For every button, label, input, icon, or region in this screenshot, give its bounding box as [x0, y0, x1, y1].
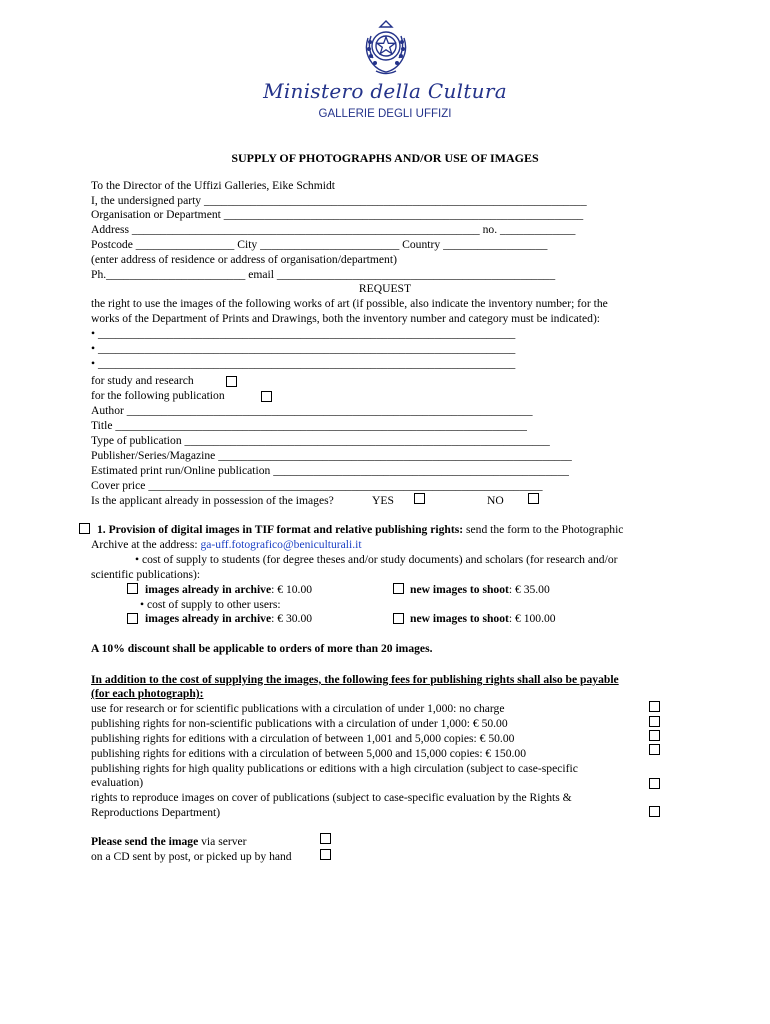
students-line-1: • cost of supply to students (for degree theses and/or study documents) and scholars (for research and/or — [135, 553, 618, 566]
fee-item-5: publishing rights for high quality publications or editions with a high circulation (subject to case-specific — [91, 762, 578, 775]
publisher-field[interactable]: _____________________________________________________________ — [218, 449, 572, 462]
phone-field[interactable]: ________________________ — [106, 268, 246, 281]
archive-prefix: Archive at the address: — [91, 538, 201, 551]
author-field[interactable]: ______________________________________________________________________ — [126, 404, 533, 417]
country-label: Country — [402, 238, 441, 251]
archive-email-link[interactable]: ga-uff.fotografico@beniculturali.it — [200, 538, 362, 551]
fee-item-4: publishing rights for editions with a circulation of between 5,000 and 15,000 copies: € 150.00 — [91, 747, 527, 760]
organisation-field[interactable]: ______________________________________________________________ — [223, 208, 584, 221]
page-title: SUPPLY OF PHOTOGRAPHS AND/OR USE OF IMAGES — [231, 151, 539, 165]
postcode-row — [91, 238, 547, 252]
archive-label: images already in archive — [145, 583, 272, 596]
city-label: City — [237, 238, 258, 251]
publisher-row — [91, 449, 572, 463]
delivery-server-option — [91, 835, 247, 849]
fee-checkbox-3[interactable] — [649, 730, 660, 741]
bullet: • — [91, 327, 96, 340]
artwork-field-2[interactable]: ________________________________________________________________________ — [97, 342, 516, 355]
shoot-price: : € 35.00 — [508, 583, 550, 596]
shoot-label: new images to shoot — [410, 583, 509, 596]
publication-label: for the following publication — [91, 389, 225, 402]
artwork-row-2 — [91, 342, 515, 356]
publication-checkbox[interactable] — [261, 391, 272, 402]
fee-item-3: publishing rights for editions with a circulation of between 1,001 and 5,000 copies: € 50.00 — [91, 732, 515, 745]
fees-heading-2: (for each photograph): — [91, 687, 204, 700]
bullet: • — [91, 357, 96, 370]
address-field[interactable]: ____________________________________________________________ — [131, 223, 480, 236]
undersigned-field[interactable]: __________________________________________________________________ — [204, 194, 587, 207]
request-heading: REQUEST — [358, 282, 412, 295]
undersigned-row — [91, 194, 587, 208]
author-row — [91, 404, 533, 418]
contact-row — [91, 268, 555, 282]
type-row — [91, 434, 550, 448]
title-field[interactable]: _______________________________________________________________________ — [115, 419, 527, 432]
number-field[interactable]: _____________ — [500, 223, 576, 236]
possession-question: Is the applicant already in possession of the images? — [91, 494, 334, 507]
fee-item-6: rights to reproduce images on cover of publications (subject to case-specific evaluation by the Rights & — [91, 791, 572, 804]
type-label: Type of publication — [91, 434, 182, 447]
students-shoot-option — [410, 583, 550, 597]
artwork-field-1[interactable]: ________________________________________________________________________ — [97, 327, 516, 340]
organisation-row — [91, 208, 583, 222]
discount-note: A 10% discount shall be applicable to orders of more than 20 images. — [91, 642, 433, 655]
postcode-label: Postcode — [91, 238, 133, 251]
director-line: To the Director of the Uffizi Galleries, Eike Schmidt — [91, 179, 335, 192]
others-archive-option — [145, 612, 312, 626]
undersigned-label: I, the undersigned party — [91, 194, 202, 207]
no-checkbox[interactable] — [528, 493, 539, 504]
email-field[interactable]: ________________________________________________ — [276, 268, 556, 281]
gallery-name: GALLERIE DEGLI UFFIZI — [318, 108, 452, 120]
cover-price-field[interactable]: ____________________________________________________________________ — [148, 479, 543, 492]
students-archive-checkbox[interactable] — [127, 583, 138, 594]
artwork-row-3 — [91, 357, 515, 371]
yes-checkbox[interactable] — [414, 493, 425, 504]
title-label: Title — [91, 419, 113, 432]
fee-item-6-cont: Reproductions Department) — [91, 806, 221, 819]
fee-item-5-cont: evaluation) — [91, 776, 144, 789]
others-archive-checkbox[interactable] — [127, 613, 138, 624]
cd-checkbox[interactable] — [320, 849, 331, 860]
print-run-row — [91, 464, 569, 478]
bullet: • — [91, 342, 96, 355]
shoot-label: new images to shoot — [410, 612, 509, 625]
phone-label: Ph. — [91, 268, 107, 281]
author-label: Author — [91, 404, 124, 417]
others-shoot-option — [410, 612, 556, 626]
email-label: email — [248, 268, 274, 281]
fee-checkbox-2[interactable] — [649, 716, 660, 727]
archive-address — [91, 538, 362, 552]
address-row — [91, 223, 575, 237]
students-line-2: scientific publications): — [91, 568, 201, 581]
yes-label: YES — [372, 494, 394, 507]
organisation-label: Organisation or Department — [91, 208, 221, 221]
print-run-field[interactable]: ___________________________________________________ — [273, 464, 569, 477]
study-label: for study and research — [91, 374, 194, 387]
publisher-label: Publisher/Series/Magazine — [91, 449, 216, 462]
title-row — [91, 419, 527, 433]
postcode-field[interactable]: _________________ — [135, 238, 235, 251]
via-server-label: via server — [198, 835, 247, 848]
archive-label: images already in archive — [145, 612, 272, 625]
artwork-row-1 — [91, 327, 515, 341]
fee-checkbox-5[interactable] — [649, 778, 660, 789]
type-field[interactable]: _______________________________________________________________ — [184, 434, 550, 447]
students-shoot-checkbox[interactable] — [393, 583, 404, 594]
country-field[interactable]: __________________ — [443, 238, 548, 251]
address-label: Address — [91, 223, 129, 236]
republic-emblem-icon — [358, 16, 414, 78]
city-field[interactable]: ________________________ — [260, 238, 400, 251]
please-send-label: Please send the image — [91, 835, 199, 848]
fee-checkbox-4[interactable] — [649, 744, 660, 755]
artwork-field-3[interactable]: ________________________________________________________________________ — [97, 357, 516, 370]
fee-item-2: publishing rights for non-scientific publications with a circulation of under 1,000: € 50.00 — [91, 717, 508, 730]
fee-checkbox-6[interactable] — [649, 806, 660, 817]
no-label: NO — [487, 494, 504, 507]
cover-price-label: Cover price — [91, 479, 146, 492]
address-note: (enter address of residence or address of organisation/department) — [91, 253, 397, 266]
provision-heading-rest: send the form to the Photographic — [463, 523, 624, 536]
provision-heading — [97, 523, 623, 537]
ministry-name: Ministero della Cultura — [263, 79, 507, 103]
request-text-2: works of the Department of Prints and Drawings, both the inventory number and category must be indicated): — [91, 312, 601, 325]
number-label: no. — [482, 223, 498, 236]
provision-checkbox[interactable] — [79, 523, 90, 534]
archive-price: : € 10.00 — [271, 583, 313, 596]
server-checkbox[interactable] — [320, 833, 331, 844]
others-line: • cost of supply to other users: — [140, 598, 281, 611]
request-text-1: the right to use the images of the following works of art (if possible, also indicate the inventory number; for the — [91, 297, 608, 310]
print-run-label: Estimated print run/Online publication — [91, 464, 271, 477]
others-shoot-checkbox[interactable] — [393, 613, 404, 624]
fee-item-1: use for research or for scientific publications with a circulation of under 1,000: no charge — [91, 702, 505, 715]
cover-price-row — [91, 479, 543, 493]
provision-heading-bold: 1. Provision of digital images in TIF format and relative publishing rights: — [97, 523, 464, 536]
fee-checkbox-1[interactable] — [649, 701, 660, 712]
fees-heading-1: In addition to the cost of supplying the images, the following fees for publishing rights shall also be payable — [91, 673, 619, 686]
archive-price: : € 30.00 — [271, 612, 313, 625]
study-checkbox[interactable] — [226, 376, 237, 387]
shoot-price: : € 100.00 — [508, 612, 556, 625]
students-archive-option — [145, 583, 312, 597]
cd-option-label: on a CD sent by post, or picked up by hand — [91, 850, 292, 863]
